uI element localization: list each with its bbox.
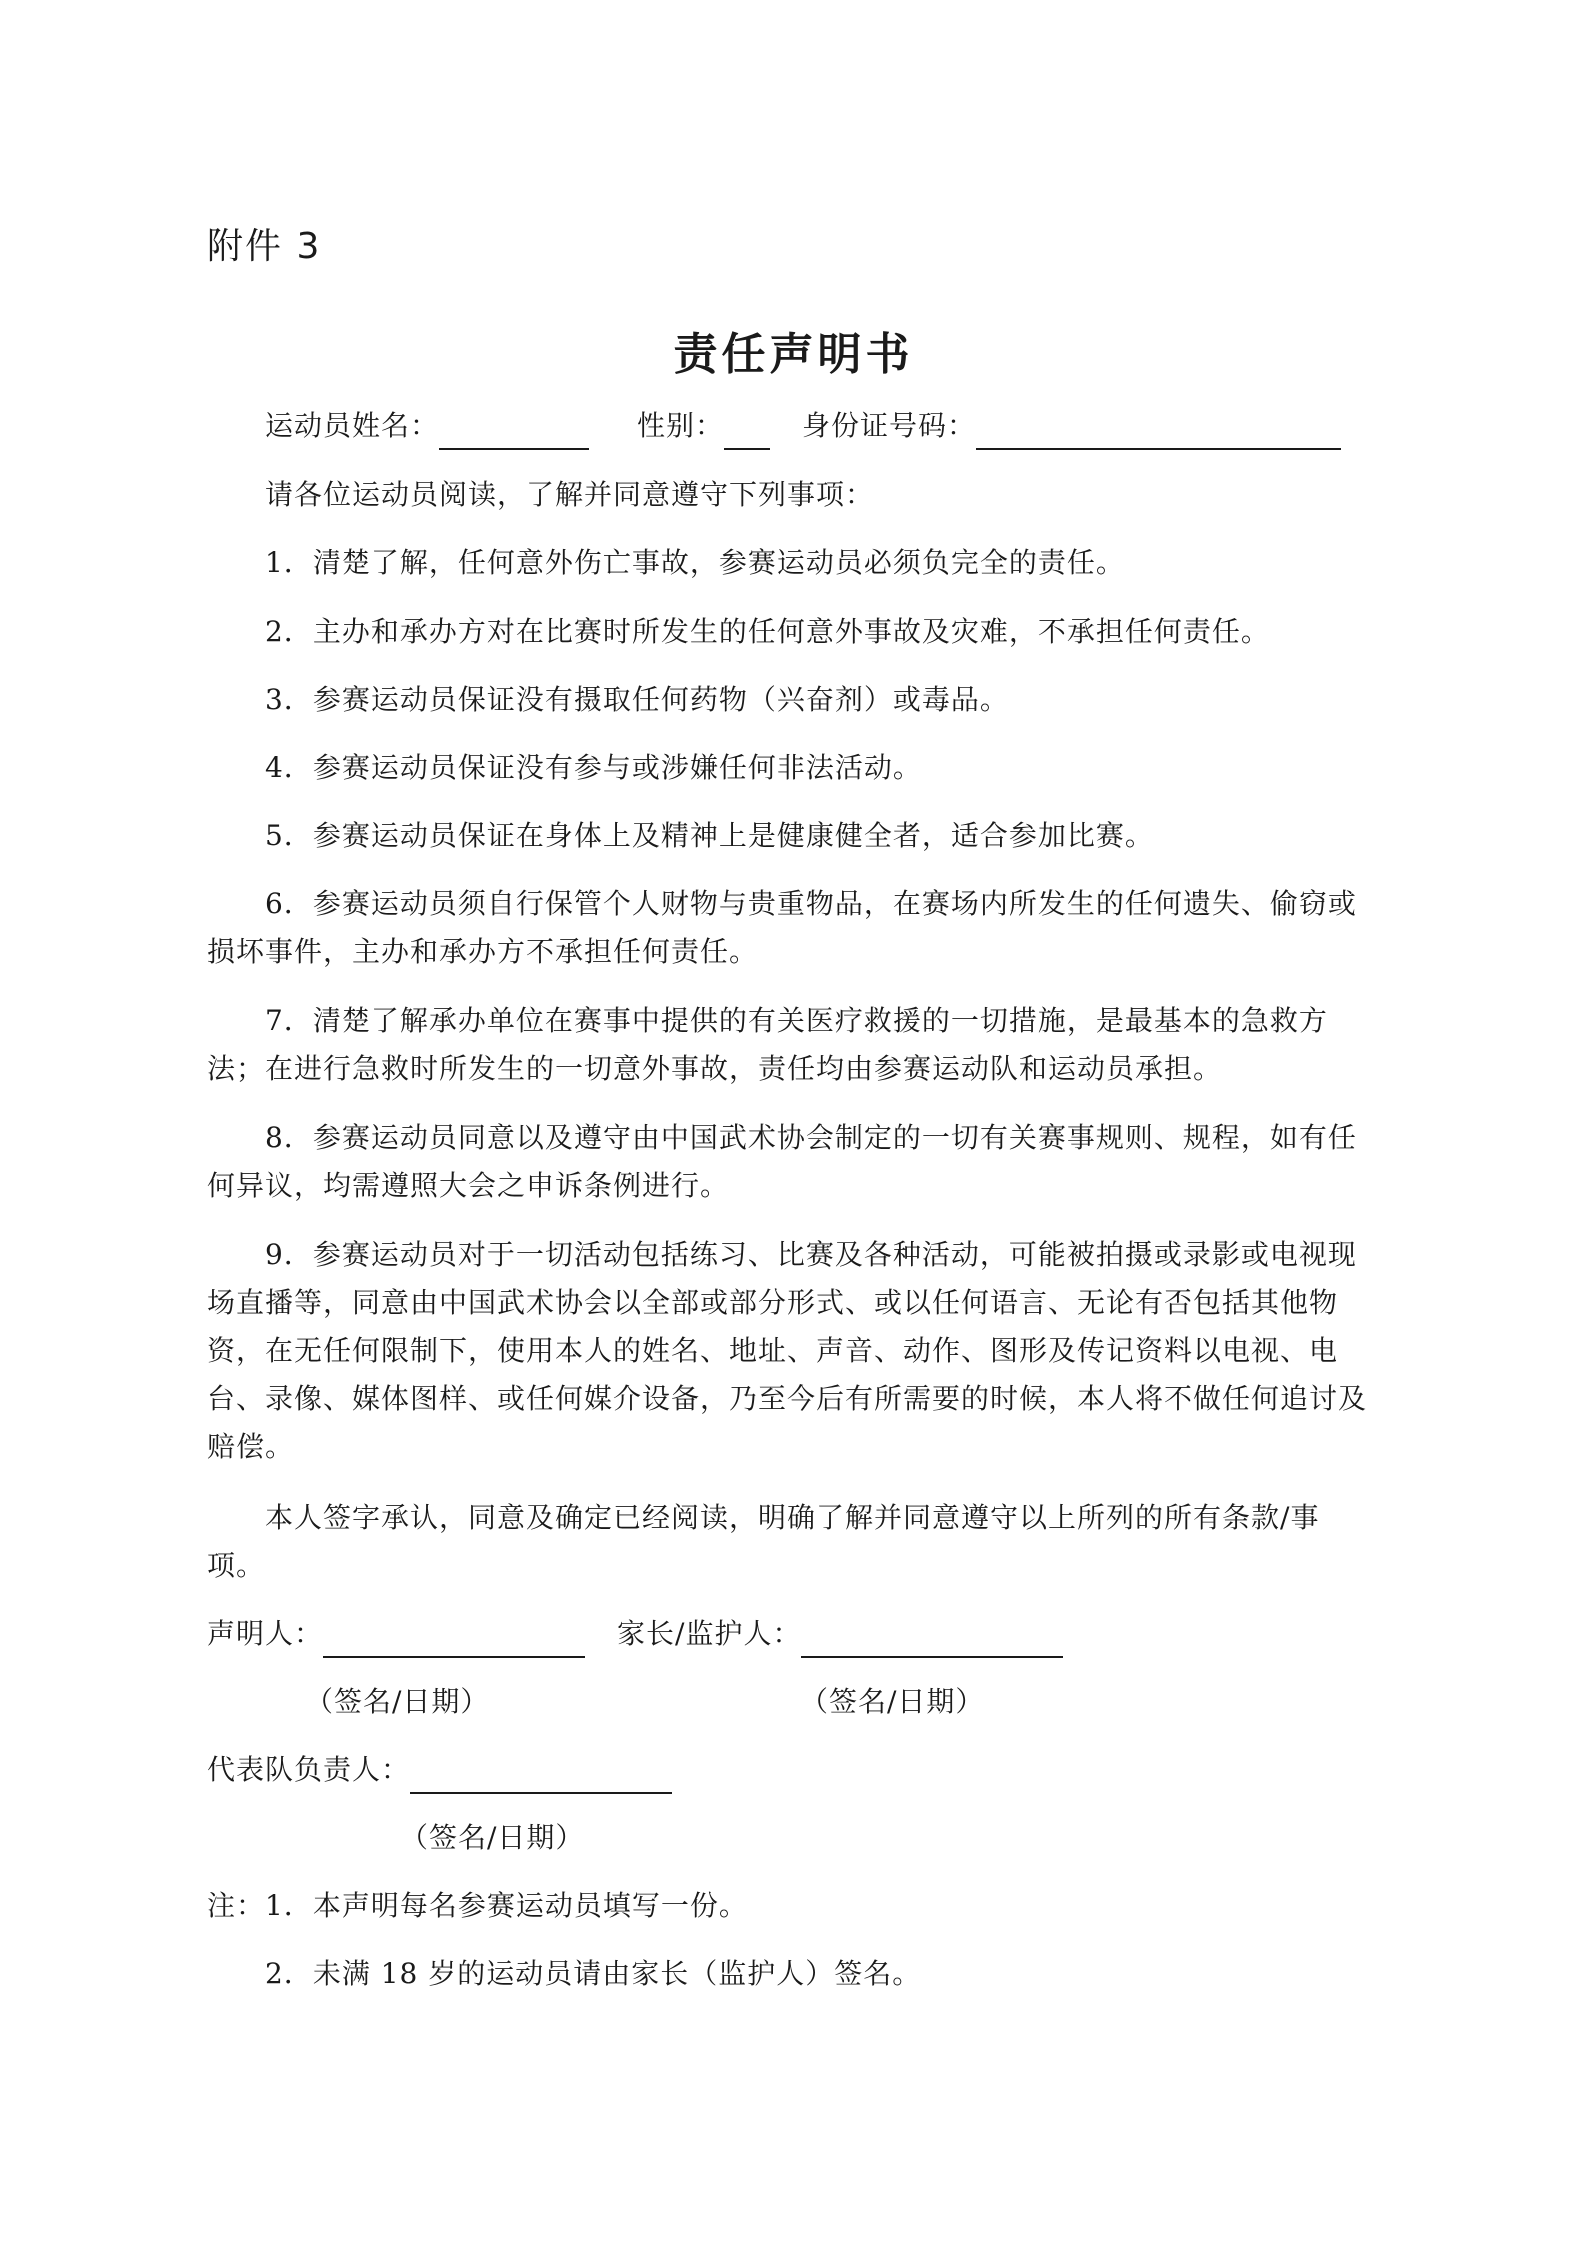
team-leader-row (207, 1746, 672, 1794)
team-leader-label: 代表队负责人： (207, 1753, 411, 1786)
item-2: 2．主办和承办方对在比赛时所发生的任何意外事故及灾难，不承担任何责任。 (265, 615, 1270, 648)
gender-field[interactable] (724, 414, 770, 450)
athlete-name-label: 运动员姓名： (265, 409, 440, 442)
team-leader-signature-field[interactable] (410, 1758, 672, 1794)
id-number-field[interactable] (976, 414, 1341, 450)
declarant-sign-date: （签名/日期） (305, 1685, 490, 1718)
item-7: 7．清楚了解承办单位在赛事中提供的有关医疗救援的一切措施，是最基本的急救方法；在进行急救时所发生的一切意外事故，责任均由参赛运动队和运动员承担。 (207, 1004, 1328, 1085)
item-4: 4．参赛运动员保证没有参与或涉嫌任何非法活动。 (265, 751, 922, 784)
attachment-label: 附件 3 (207, 226, 322, 267)
item-9: 9．参赛运动员对于一切活动包括练习、比赛及各种活动，可能被拍摄或录影或电视现场直播等，同意由中国武术协会以全部或部分形式、或以任何语言、无论有否包括其他物资，在无任何限制下，使用本人的姓名、地址、声音、动作、图形及传记资料以电视、电台、录像、媒体图样、或任何媒介设备，乃至今后有所需要的时候，本人将不做任何追讨及赔偿。 (207, 1238, 1368, 1463)
team-leader-sign-date: （签名/日期） (400, 1821, 585, 1854)
item-8: 8．参赛运动员同意以及遵守由中国武术协会制定的一切有关赛事规则、规程，如有任何异议，均需遵照大会之申诉条例进行。 (207, 1121, 1357, 1202)
acknowledgement-text: 本人签字承认，同意及确定已经阅读，明确了解并同意遵守以上所列的所有条款/事项。 (207, 1501, 1320, 1582)
declarant-row (207, 1610, 1063, 1658)
item-5: 5．参赛运动员保证在身体上及精神上是健康健全者，适合参加比赛。 (265, 819, 1154, 852)
guardian-signature-field[interactable] (801, 1622, 1063, 1658)
athlete-name-field[interactable] (439, 414, 589, 450)
document-title: 责任声明书 (673, 329, 914, 380)
declarant-label: 声明人： (207, 1617, 324, 1650)
note-1: 注：1．本声明每名参赛运动员填写一份。 (207, 1889, 748, 1922)
intro-text: 请各位运动员阅读，了解并同意遵守下列事项： (265, 478, 875, 511)
guardian-label: 家长/监护人： (617, 1617, 802, 1650)
gender-label: 性别： (637, 409, 725, 442)
note-2: 2．未满 18 岁的运动员请由家长（监护人）签名。 (265, 1957, 922, 1990)
guardian-sign-date: （签名/日期） (800, 1685, 985, 1718)
id-number-label: 身份证号码： (802, 409, 977, 442)
item-3: 3．参赛运动员保证没有摄取任何药物（兴奋剂）或毒品。 (265, 683, 1009, 716)
item-6: 6．参赛运动员须自行保管个人财物与贵重物品，在赛场内所发生的任何遗失、偷窃或损坏事件，主办和承办方不承担任何责任。 (207, 887, 1357, 968)
fields-row (265, 402, 1341, 450)
declarant-signature-field[interactable] (323, 1622, 585, 1658)
item-1: 1．清楚了解，任何意外伤亡事故，参赛运动员必须负完全的责任。 (265, 546, 1125, 579)
